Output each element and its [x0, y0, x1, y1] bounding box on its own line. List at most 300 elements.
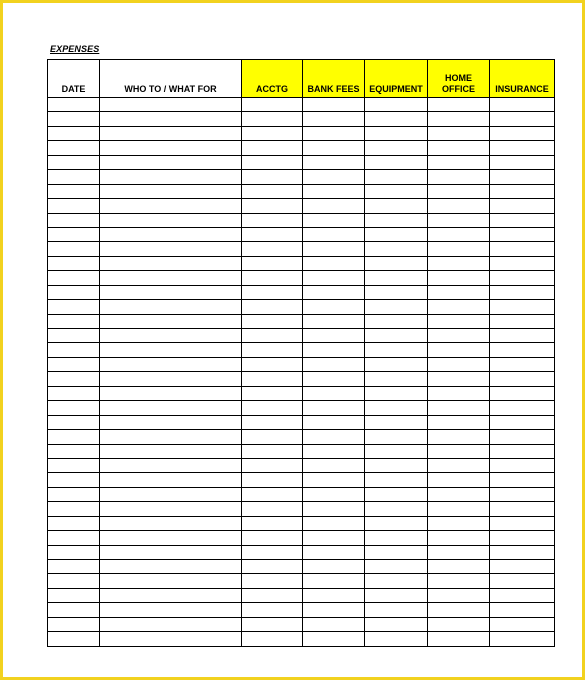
cell-bank-fees[interactable] — [303, 271, 365, 285]
cell-bank-fees[interactable] — [303, 401, 365, 415]
cell-who[interactable] — [100, 300, 242, 314]
cell-date[interactable] — [48, 430, 100, 444]
cell-acctg[interactable] — [242, 473, 303, 487]
cell-home-office[interactable] — [428, 227, 490, 241]
header-row — [48, 60, 555, 98]
cell-date[interactable] — [48, 242, 100, 256]
cell-home-office[interactable] — [428, 574, 490, 588]
cell-acctg[interactable] — [242, 256, 303, 270]
cell-who[interactable] — [100, 329, 242, 343]
cell-insurance[interactable] — [490, 329, 555, 343]
cell-equipment[interactable] — [365, 502, 428, 516]
cell-bank-fees[interactable] — [303, 242, 365, 256]
cell-insurance[interactable] — [490, 603, 555, 617]
cell-bank-fees[interactable] — [303, 155, 365, 169]
cell-acctg[interactable] — [242, 401, 303, 415]
cell-equipment[interactable] — [365, 271, 428, 285]
cell-home-office[interactable] — [428, 372, 490, 386]
cell-date[interactable] — [48, 199, 100, 213]
cell-insurance[interactable] — [490, 242, 555, 256]
cell-home-office[interactable] — [428, 357, 490, 371]
table-row — [48, 444, 555, 458]
cell-equipment[interactable] — [365, 314, 428, 328]
cell-acctg[interactable] — [242, 126, 303, 140]
cell-equipment[interactable] — [365, 372, 428, 386]
cell-home-office[interactable] — [428, 300, 490, 314]
column-header-insurance: INSURANCE — [490, 60, 555, 98]
cell-equipment[interactable] — [365, 155, 428, 169]
cell-acctg[interactable] — [242, 141, 303, 155]
cell-bank-fees[interactable] — [303, 213, 365, 227]
cell-equipment[interactable] — [365, 213, 428, 227]
cell-date[interactable] — [48, 357, 100, 371]
cell-acctg[interactable] — [242, 227, 303, 241]
cell-who[interactable] — [100, 473, 242, 487]
cell-who[interactable] — [100, 502, 242, 516]
cell-date[interactable] — [48, 386, 100, 400]
cell-equipment[interactable] — [365, 227, 428, 241]
table-row — [48, 487, 555, 501]
cell-who[interactable] — [100, 213, 242, 227]
cell-equipment[interactable] — [365, 574, 428, 588]
cell-acctg[interactable] — [242, 300, 303, 314]
cell-who[interactable] — [100, 271, 242, 285]
cell-who[interactable] — [100, 430, 242, 444]
cell-acctg[interactable] — [242, 343, 303, 357]
cell-bank-fees[interactable] — [303, 126, 365, 140]
cell-who[interactable] — [100, 199, 242, 213]
cell-equipment[interactable] — [365, 632, 428, 646]
table-row — [48, 372, 555, 386]
cell-equipment[interactable] — [365, 300, 428, 314]
cell-bank-fees[interactable] — [303, 372, 365, 386]
cell-equipment[interactable] — [365, 141, 428, 155]
cell-equipment[interactable] — [365, 617, 428, 631]
cell-equipment[interactable] — [365, 588, 428, 602]
cell-acctg[interactable] — [242, 98, 303, 112]
cell-bank-fees[interactable] — [303, 415, 365, 429]
cell-acctg[interactable] — [242, 516, 303, 530]
cell-home-office[interactable] — [428, 502, 490, 516]
cell-home-office[interactable] — [428, 473, 490, 487]
cell-insurance[interactable] — [490, 574, 555, 588]
cell-home-office[interactable] — [428, 430, 490, 444]
cell-who[interactable] — [100, 314, 242, 328]
cell-bank-fees[interactable] — [303, 502, 365, 516]
cell-acctg[interactable] — [242, 357, 303, 371]
table-row — [48, 632, 555, 646]
table-row — [48, 415, 555, 429]
cell-acctg[interactable] — [242, 314, 303, 328]
cell-home-office[interactable] — [428, 314, 490, 328]
cell-acctg[interactable] — [242, 458, 303, 472]
cell-who[interactable] — [100, 560, 242, 574]
cell-insurance[interactable] — [490, 473, 555, 487]
table-row — [48, 314, 555, 328]
cell-home-office[interactable] — [428, 632, 490, 646]
cell-bank-fees[interactable] — [303, 632, 365, 646]
cell-date[interactable] — [48, 112, 100, 126]
cell-date[interactable] — [48, 98, 100, 112]
cell-insurance[interactable] — [490, 617, 555, 631]
cell-bank-fees[interactable] — [303, 617, 365, 631]
cell-equipment[interactable] — [365, 386, 428, 400]
cell-equipment[interactable] — [365, 487, 428, 501]
cell-date[interactable] — [48, 560, 100, 574]
cell-acctg[interactable] — [242, 531, 303, 545]
cell-bank-fees[interactable] — [303, 444, 365, 458]
cell-date[interactable] — [48, 213, 100, 227]
cell-insurance[interactable] — [490, 227, 555, 241]
cell-insurance[interactable] — [490, 632, 555, 646]
cell-equipment[interactable] — [365, 242, 428, 256]
cell-date[interactable] — [48, 256, 100, 270]
cell-bank-fees[interactable] — [303, 545, 365, 559]
cell-equipment[interactable] — [365, 184, 428, 198]
cell-home-office[interactable] — [428, 170, 490, 184]
cell-who[interactable] — [100, 141, 242, 155]
cell-bank-fees[interactable] — [303, 227, 365, 241]
cell-home-office[interactable] — [428, 126, 490, 140]
cell-insurance[interactable] — [490, 372, 555, 386]
cell-equipment[interactable] — [365, 603, 428, 617]
cell-bank-fees[interactable] — [303, 516, 365, 530]
cell-acctg[interactable] — [242, 617, 303, 631]
cell-acctg[interactable] — [242, 170, 303, 184]
cell-who[interactable] — [100, 372, 242, 386]
cell-equipment[interactable] — [365, 430, 428, 444]
cell-date[interactable] — [48, 314, 100, 328]
column-header-acctg: ACCTG — [242, 60, 303, 98]
table-row — [48, 401, 555, 415]
cell-bank-fees[interactable] — [303, 487, 365, 501]
cell-acctg[interactable] — [242, 112, 303, 126]
table-row — [48, 343, 555, 357]
cell-equipment[interactable] — [365, 170, 428, 184]
cell-insurance[interactable] — [490, 560, 555, 574]
cell-equipment[interactable] — [365, 329, 428, 343]
cell-bank-fees[interactable] — [303, 386, 365, 400]
cell-date[interactable] — [48, 473, 100, 487]
cell-home-office[interactable] — [428, 98, 490, 112]
cell-who[interactable] — [100, 516, 242, 530]
cell-acctg[interactable] — [242, 502, 303, 516]
table-row — [48, 227, 555, 241]
table-row — [48, 112, 555, 126]
cell-who[interactable] — [100, 531, 242, 545]
cell-equipment[interactable] — [365, 560, 428, 574]
cell-home-office[interactable] — [428, 401, 490, 415]
cell-who[interactable] — [100, 170, 242, 184]
cell-home-office[interactable] — [428, 199, 490, 213]
cell-equipment[interactable] — [365, 516, 428, 530]
cell-acctg[interactable] — [242, 603, 303, 617]
cell-date[interactable] — [48, 300, 100, 314]
cell-home-office[interactable] — [428, 271, 490, 285]
table-row — [48, 184, 555, 198]
column-header-equipment: EQUIPMENT — [365, 60, 428, 98]
cell-insurance[interactable] — [490, 458, 555, 472]
cell-date[interactable] — [48, 603, 100, 617]
cell-bank-fees[interactable] — [303, 184, 365, 198]
table-row — [48, 155, 555, 169]
cell-insurance[interactable] — [490, 256, 555, 270]
table-row — [48, 588, 555, 602]
cell-acctg[interactable] — [242, 242, 303, 256]
cell-who[interactable] — [100, 155, 242, 169]
cell-who[interactable] — [100, 401, 242, 415]
cell-bank-fees[interactable] — [303, 112, 365, 126]
cell-home-office[interactable] — [428, 415, 490, 429]
cell-who[interactable] — [100, 343, 242, 357]
cell-bank-fees[interactable] — [303, 531, 365, 545]
cell-date[interactable] — [48, 343, 100, 357]
cell-home-office[interactable] — [428, 531, 490, 545]
cell-acctg[interactable] — [242, 632, 303, 646]
cell-date[interactable] — [48, 285, 100, 299]
cell-home-office[interactable] — [428, 184, 490, 198]
column-header-home-office: HOME OFFICE — [428, 60, 490, 98]
table-row — [48, 473, 555, 487]
cell-who[interactable] — [100, 458, 242, 472]
cell-bank-fees[interactable] — [303, 329, 365, 343]
cell-bank-fees[interactable] — [303, 473, 365, 487]
cell-insurance[interactable] — [490, 516, 555, 530]
cell-equipment[interactable] — [365, 444, 428, 458]
cell-bank-fees[interactable] — [303, 357, 365, 371]
cell-insurance[interactable] — [490, 444, 555, 458]
cell-bank-fees[interactable] — [303, 588, 365, 602]
cell-acctg[interactable] — [242, 329, 303, 343]
cell-bank-fees[interactable] — [303, 199, 365, 213]
cell-date[interactable] — [48, 227, 100, 241]
cell-date[interactable] — [48, 184, 100, 198]
cell-bank-fees[interactable] — [303, 314, 365, 328]
cell-equipment[interactable] — [365, 415, 428, 429]
cell-date[interactable] — [48, 458, 100, 472]
cell-insurance[interactable] — [490, 170, 555, 184]
cell-insurance[interactable] — [490, 213, 555, 227]
cell-date[interactable] — [48, 444, 100, 458]
cell-insurance[interactable] — [490, 401, 555, 415]
cell-insurance[interactable] — [490, 545, 555, 559]
cell-insurance[interactable] — [490, 487, 555, 501]
cell-acctg[interactable] — [242, 271, 303, 285]
cell-acctg[interactable] — [242, 444, 303, 458]
cell-home-office[interactable] — [428, 386, 490, 400]
cell-home-office[interactable] — [428, 603, 490, 617]
cell-acctg[interactable] — [242, 386, 303, 400]
cell-insurance[interactable] — [490, 314, 555, 328]
cell-who[interactable] — [100, 242, 242, 256]
cell-bank-fees[interactable] — [303, 603, 365, 617]
cell-who[interactable] — [100, 444, 242, 458]
cell-home-office[interactable] — [428, 545, 490, 559]
cell-bank-fees[interactable] — [303, 300, 365, 314]
cell-home-office[interactable] — [428, 343, 490, 357]
cell-insurance[interactable] — [490, 300, 555, 314]
cell-insurance[interactable] — [490, 141, 555, 155]
cell-home-office[interactable] — [428, 516, 490, 530]
table-row — [48, 126, 555, 140]
cell-date[interactable] — [48, 155, 100, 169]
cell-who[interactable] — [100, 487, 242, 501]
cell-date[interactable] — [48, 415, 100, 429]
cell-date[interactable] — [48, 617, 100, 631]
cell-equipment[interactable] — [365, 531, 428, 545]
cell-who[interactable] — [100, 617, 242, 631]
cell-bank-fees[interactable] — [303, 98, 365, 112]
cell-insurance[interactable] — [490, 386, 555, 400]
cell-bank-fees[interactable] — [303, 430, 365, 444]
cell-acctg[interactable] — [242, 574, 303, 588]
cell-date[interactable] — [48, 401, 100, 415]
cell-date[interactable] — [48, 126, 100, 140]
cell-home-office[interactable] — [428, 487, 490, 501]
table-row — [48, 545, 555, 559]
cell-date[interactable] — [48, 545, 100, 559]
cell-insurance[interactable] — [490, 199, 555, 213]
cell-bank-fees[interactable] — [303, 141, 365, 155]
cell-home-office[interactable] — [428, 285, 490, 299]
cell-acctg[interactable] — [242, 588, 303, 602]
cell-who[interactable] — [100, 574, 242, 588]
cell-home-office[interactable] — [428, 588, 490, 602]
cell-acctg[interactable] — [242, 155, 303, 169]
cell-home-office[interactable] — [428, 444, 490, 458]
cell-equipment[interactable] — [365, 401, 428, 415]
cell-bank-fees[interactable] — [303, 256, 365, 270]
cell-home-office[interactable] — [428, 155, 490, 169]
cell-home-office[interactable] — [428, 256, 490, 270]
table-row — [48, 329, 555, 343]
cell-acctg[interactable] — [242, 560, 303, 574]
cell-home-office[interactable] — [428, 560, 490, 574]
cell-date[interactable] — [48, 170, 100, 184]
cell-date[interactable] — [48, 372, 100, 386]
cell-acctg[interactable] — [242, 184, 303, 198]
cell-date[interactable] — [48, 329, 100, 343]
cell-insurance[interactable] — [490, 126, 555, 140]
table-row — [48, 531, 555, 545]
cell-home-office[interactable] — [428, 112, 490, 126]
cell-acctg[interactable] — [242, 199, 303, 213]
cell-home-office[interactable] — [428, 329, 490, 343]
cell-who[interactable] — [100, 545, 242, 559]
table-row — [48, 242, 555, 256]
cell-date[interactable] — [48, 531, 100, 545]
cell-equipment[interactable] — [365, 112, 428, 126]
cell-date[interactable] — [48, 632, 100, 646]
cell-who[interactable] — [100, 126, 242, 140]
cell-equipment[interactable] — [365, 545, 428, 559]
cell-insurance[interactable] — [490, 531, 555, 545]
cell-insurance[interactable] — [490, 155, 555, 169]
cell-equipment[interactable] — [365, 458, 428, 472]
cell-insurance[interactable] — [490, 415, 555, 429]
cell-date[interactable] — [48, 141, 100, 155]
cell-who[interactable] — [100, 184, 242, 198]
cell-equipment[interactable] — [365, 126, 428, 140]
cell-equipment[interactable] — [365, 357, 428, 371]
cell-insurance[interactable] — [490, 112, 555, 126]
cell-bank-fees[interactable] — [303, 170, 365, 184]
cell-bank-fees[interactable] — [303, 574, 365, 588]
cell-date[interactable] — [48, 588, 100, 602]
table-row — [48, 574, 555, 588]
cell-acctg[interactable] — [242, 430, 303, 444]
table-row — [48, 560, 555, 574]
cell-home-office[interactable] — [428, 617, 490, 631]
cell-acctg[interactable] — [242, 372, 303, 386]
cell-who[interactable] — [100, 112, 242, 126]
cell-home-office[interactable] — [428, 458, 490, 472]
cell-home-office[interactable] — [428, 242, 490, 256]
cell-who[interactable] — [100, 632, 242, 646]
cell-insurance[interactable] — [490, 184, 555, 198]
cell-bank-fees[interactable] — [303, 343, 365, 357]
cell-home-office[interactable] — [428, 213, 490, 227]
cell-home-office[interactable] — [428, 141, 490, 155]
cell-insurance[interactable] — [490, 357, 555, 371]
cell-date[interactable] — [48, 574, 100, 588]
cell-bank-fees[interactable] — [303, 560, 365, 574]
cell-acctg[interactable] — [242, 415, 303, 429]
cell-who[interactable] — [100, 285, 242, 299]
cell-who[interactable] — [100, 357, 242, 371]
cell-date[interactable] — [48, 271, 100, 285]
table-row — [48, 357, 555, 371]
cell-insurance[interactable] — [490, 271, 555, 285]
cell-equipment[interactable] — [365, 285, 428, 299]
cell-who[interactable] — [100, 603, 242, 617]
cell-who[interactable] — [100, 227, 242, 241]
cell-equipment[interactable] — [365, 256, 428, 270]
cell-insurance[interactable] — [490, 343, 555, 357]
cell-insurance[interactable] — [490, 502, 555, 516]
cell-date[interactable] — [48, 487, 100, 501]
table-row — [48, 458, 555, 472]
cell-insurance[interactable] — [490, 430, 555, 444]
cell-equipment[interactable] — [365, 343, 428, 357]
cell-date[interactable] — [48, 516, 100, 530]
cell-acctg[interactable] — [242, 545, 303, 559]
cell-insurance[interactable] — [490, 588, 555, 602]
cell-acctg[interactable] — [242, 213, 303, 227]
cell-equipment[interactable] — [365, 98, 428, 112]
cell-who[interactable] — [100, 386, 242, 400]
cell-insurance[interactable] — [490, 285, 555, 299]
table-body — [48, 98, 555, 647]
table-row — [48, 603, 555, 617]
cell-insurance[interactable] — [490, 98, 555, 112]
column-header-bank-fees: BANK FEES — [303, 60, 365, 98]
cell-who[interactable] — [100, 588, 242, 602]
cell-equipment[interactable] — [365, 473, 428, 487]
table-row — [48, 213, 555, 227]
cell-who[interactable] — [100, 98, 242, 112]
table-row — [48, 300, 555, 314]
cell-who[interactable] — [100, 415, 242, 429]
cell-bank-fees[interactable] — [303, 285, 365, 299]
cell-equipment[interactable] — [365, 199, 428, 213]
cell-acctg[interactable] — [242, 487, 303, 501]
cell-acctg[interactable] — [242, 285, 303, 299]
sheet-title: EXPENSES — [50, 44, 100, 54]
cell-who[interactable] — [100, 256, 242, 270]
cell-date[interactable] — [48, 502, 100, 516]
cell-bank-fees[interactable] — [303, 458, 365, 472]
